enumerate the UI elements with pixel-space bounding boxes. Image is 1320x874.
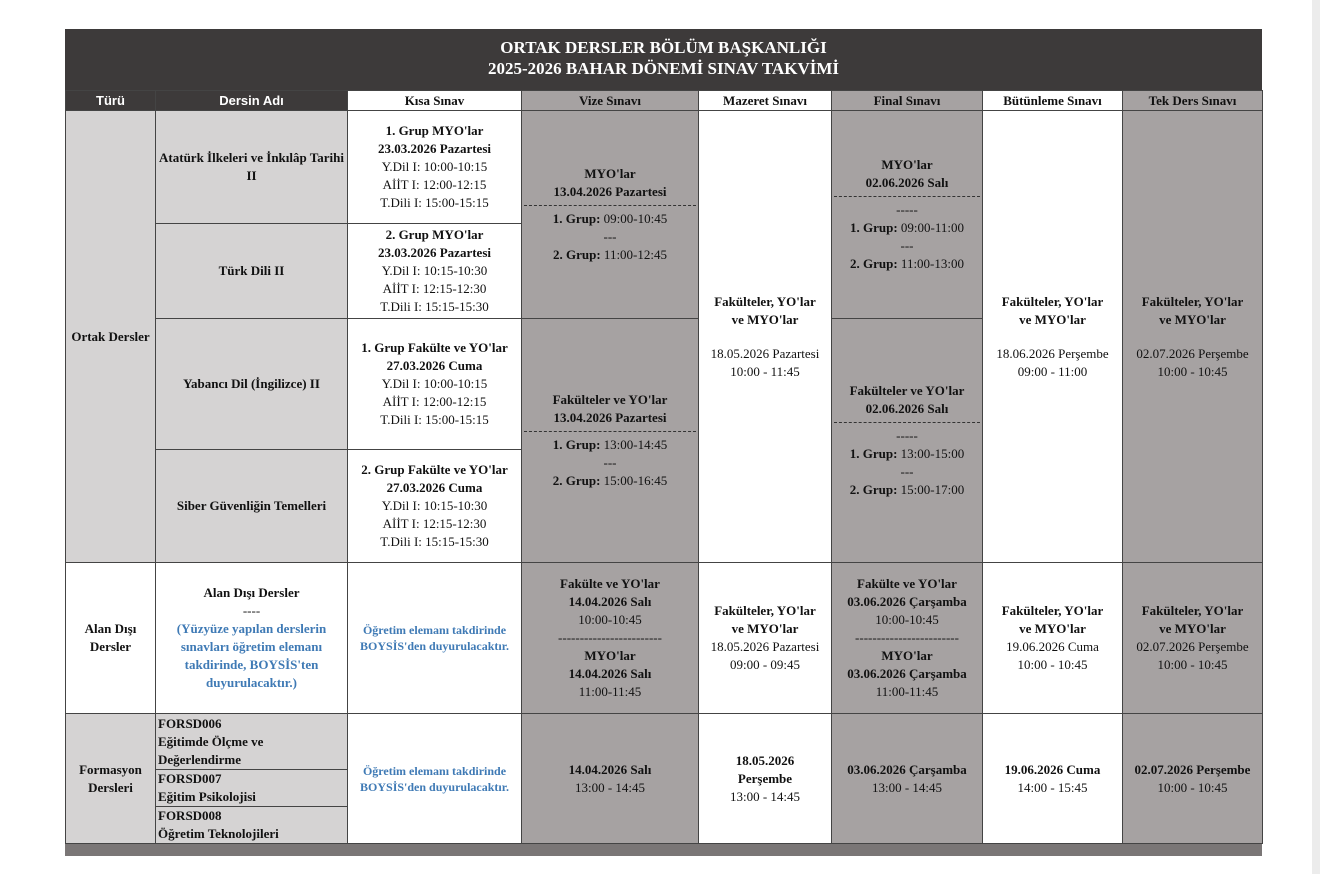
course-yabanci-dil: Yabancı Dil (İngilizce) II bbox=[156, 319, 348, 450]
col-final: Final Sınavı bbox=[832, 91, 983, 111]
tek-alan-cell: Fakülteler, YO'lar ve MYO'lar 02.07.2026 Perşembe 10:00 - 10:45 bbox=[1123, 563, 1263, 714]
page-edge bbox=[1312, 0, 1320, 874]
exam-schedule-table bbox=[65, 90, 1263, 844]
butunleme-alan-cell: Fakülteler, YO'lar ve MYO'lar 19.06.2026 Cuma 10:00 - 10:45 bbox=[983, 563, 1123, 714]
tek-ortak-cell: Fakülteler, YO'lar ve MYO'lar 02.07.2026 Perşembe 10:00 - 10:45 bbox=[1123, 111, 1263, 563]
course-formasyon: FORSD006 Eğitimde Ölçme ve Değerlendirme FORSD007 Eğitim Psikolojisi FORSD008 Öğretim Teknolojileri bbox=[156, 714, 348, 844]
type-ortak: Ortak Dersler bbox=[66, 111, 156, 563]
kisa-cell-1: 1. Grup MYO'lar 23.03.2026 Pazartesi Y.Dil I: 10:00-10:15 AİİT I: 12:00-12:15 T.Dili I: 15:00-15:15 bbox=[348, 111, 522, 224]
mazeret-ortak-cell: Fakülteler, YO'lar ve MYO'lar 18.05.2026 Pazartesi 10:00 - 11:45 bbox=[699, 111, 832, 563]
tek-formasyon-cell: 02.07.2026 Perşembe 10:00 - 10:45 bbox=[1123, 714, 1263, 844]
col-kisa: Kısa Sınav bbox=[348, 91, 522, 111]
course-ataturk: Atatürk İlkeleri ve İnkılâp Tarihi II bbox=[156, 111, 348, 224]
kisa-cell-4: 2. Grup Fakülte ve YO'lar 27.03.2026 Cuma Y.Dil I: 10:15-10:30 AİİT I: 12:15-12:30 T.Dili I: 15:15-15:30 bbox=[348, 450, 522, 563]
course-turk-dili: Türk Dili II bbox=[156, 224, 348, 319]
course-siber: Siber Güvenliğin Temelleri bbox=[156, 450, 348, 563]
butunleme-formasyon-cell: 19.06.2026 Cuma 14:00 - 15:45 bbox=[983, 714, 1123, 844]
bottom-bar bbox=[65, 844, 1262, 856]
vize-alan-cell: Fakülte ve YO'lar 14.04.2026 Salı 10:00-10:45 ------------------------ MYO'lar 14.04.2026 Salı 11:00-11:45 bbox=[522, 563, 699, 714]
mazeret-alan-cell: Fakülteler, YO'lar ve MYO'lar 18.05.2026 Pazartesi 09:00 - 09:45 bbox=[699, 563, 832, 714]
col-butunleme: Bütünleme Sınavı bbox=[983, 91, 1123, 111]
type-alan-disi: Alan Dışı Dersler bbox=[66, 563, 156, 714]
kisa-cell-3: 1. Grup Fakülte ve YO'lar 27.03.2026 Cuma Y.Dil I: 10:00-10:15 AİİT I: 12:00-12:15 T.Dili I: 15:00-15:15 bbox=[348, 319, 522, 450]
col-turu: Türü bbox=[66, 91, 156, 111]
header-row bbox=[66, 91, 1263, 111]
kisa-cell-2: 2. Grup MYO'lar 23.03.2026 Pazartesi Y.Dil I: 10:15-10:30 AİİT I: 12:15-12:30 T.Dili I: 15:15-15:30 bbox=[348, 224, 522, 319]
col-vize: Vize Sınavı bbox=[522, 91, 699, 111]
table-row bbox=[66, 111, 1263, 224]
title-line-2: 2025-2026 BAHAR DÖNEMİ SINAV TAKVİMİ bbox=[487, 59, 840, 78]
final-myo-cell: MYO'lar 02.06.2026 Salı ----- 1. Grup: 09:00-11:00 --- 2. Grup: 11:00-13:00 bbox=[832, 111, 983, 319]
title-bar bbox=[65, 29, 1262, 90]
final-formasyon-cell: 03.06.2026 Çarşamba 13:00 - 14:45 bbox=[832, 714, 983, 844]
kisa-formasyon-cell: Öğretim elemanı takdirinde BOYSİS'den duyurulacaktır. bbox=[348, 714, 522, 844]
vize-myo-cell: MYO'lar 13.04.2026 Pazartesi 1. Grup: 09:00-10:45 --- 2. Grup: 11:00-12:45 bbox=[522, 111, 699, 319]
vize-formasyon-cell: 14.04.2026 Salı 13:00 - 14:45 bbox=[522, 714, 699, 844]
kisa-alan-cell: Öğretim elemanı takdirinde BOYSİS'den duyurulacaktır. bbox=[348, 563, 522, 714]
col-mazeret: Mazeret Sınavı bbox=[699, 91, 832, 111]
butunleme-ortak-cell: Fakülteler, YO'lar ve MYO'lar 18.06.2026 Perşembe 09:00 - 11:00 bbox=[983, 111, 1123, 563]
table-row bbox=[66, 563, 1263, 714]
final-alan-cell: Fakülte ve YO'lar 03.06.2026 Çarşamba 10:00-10:45 ------------------------ MYO'lar 03.06.2026 Çarşamba 11:00-11:45 bbox=[832, 563, 983, 714]
title-line-1: ORTAK DERSLER BÖLÜM BAŞKANLIĞI bbox=[500, 38, 827, 57]
course-alan-disi: Alan Dışı Dersler ---- (Yüzyüze yapılan derslerin sınavları öğretim elemanı takdirinde, BOYSİS'ten duyurulacaktır.) bbox=[156, 563, 348, 714]
vize-fak-cell: Fakülteler ve YO'lar 13.04.2026 Pazartesi 1. Grup: 13:00-14:45 --- 2. Grup: 15:00-16:45 bbox=[522, 319, 699, 563]
col-tek-ders: Tek Ders Sınavı bbox=[1123, 91, 1263, 111]
table-row bbox=[66, 714, 1263, 844]
type-formasyon: Formasyon Dersleri bbox=[66, 714, 156, 844]
col-dersin-adi: Dersin Adı bbox=[156, 91, 348, 111]
final-fak-cell: Fakülteler ve YO'lar 02.06.2026 Salı ----- 1. Grup: 13:00-15:00 --- 2. Grup: 15:00-17:00 bbox=[832, 319, 983, 563]
mazeret-formasyon-cell: 18.05.2026 Perşembe 13:00 - 14:45 bbox=[699, 714, 832, 844]
